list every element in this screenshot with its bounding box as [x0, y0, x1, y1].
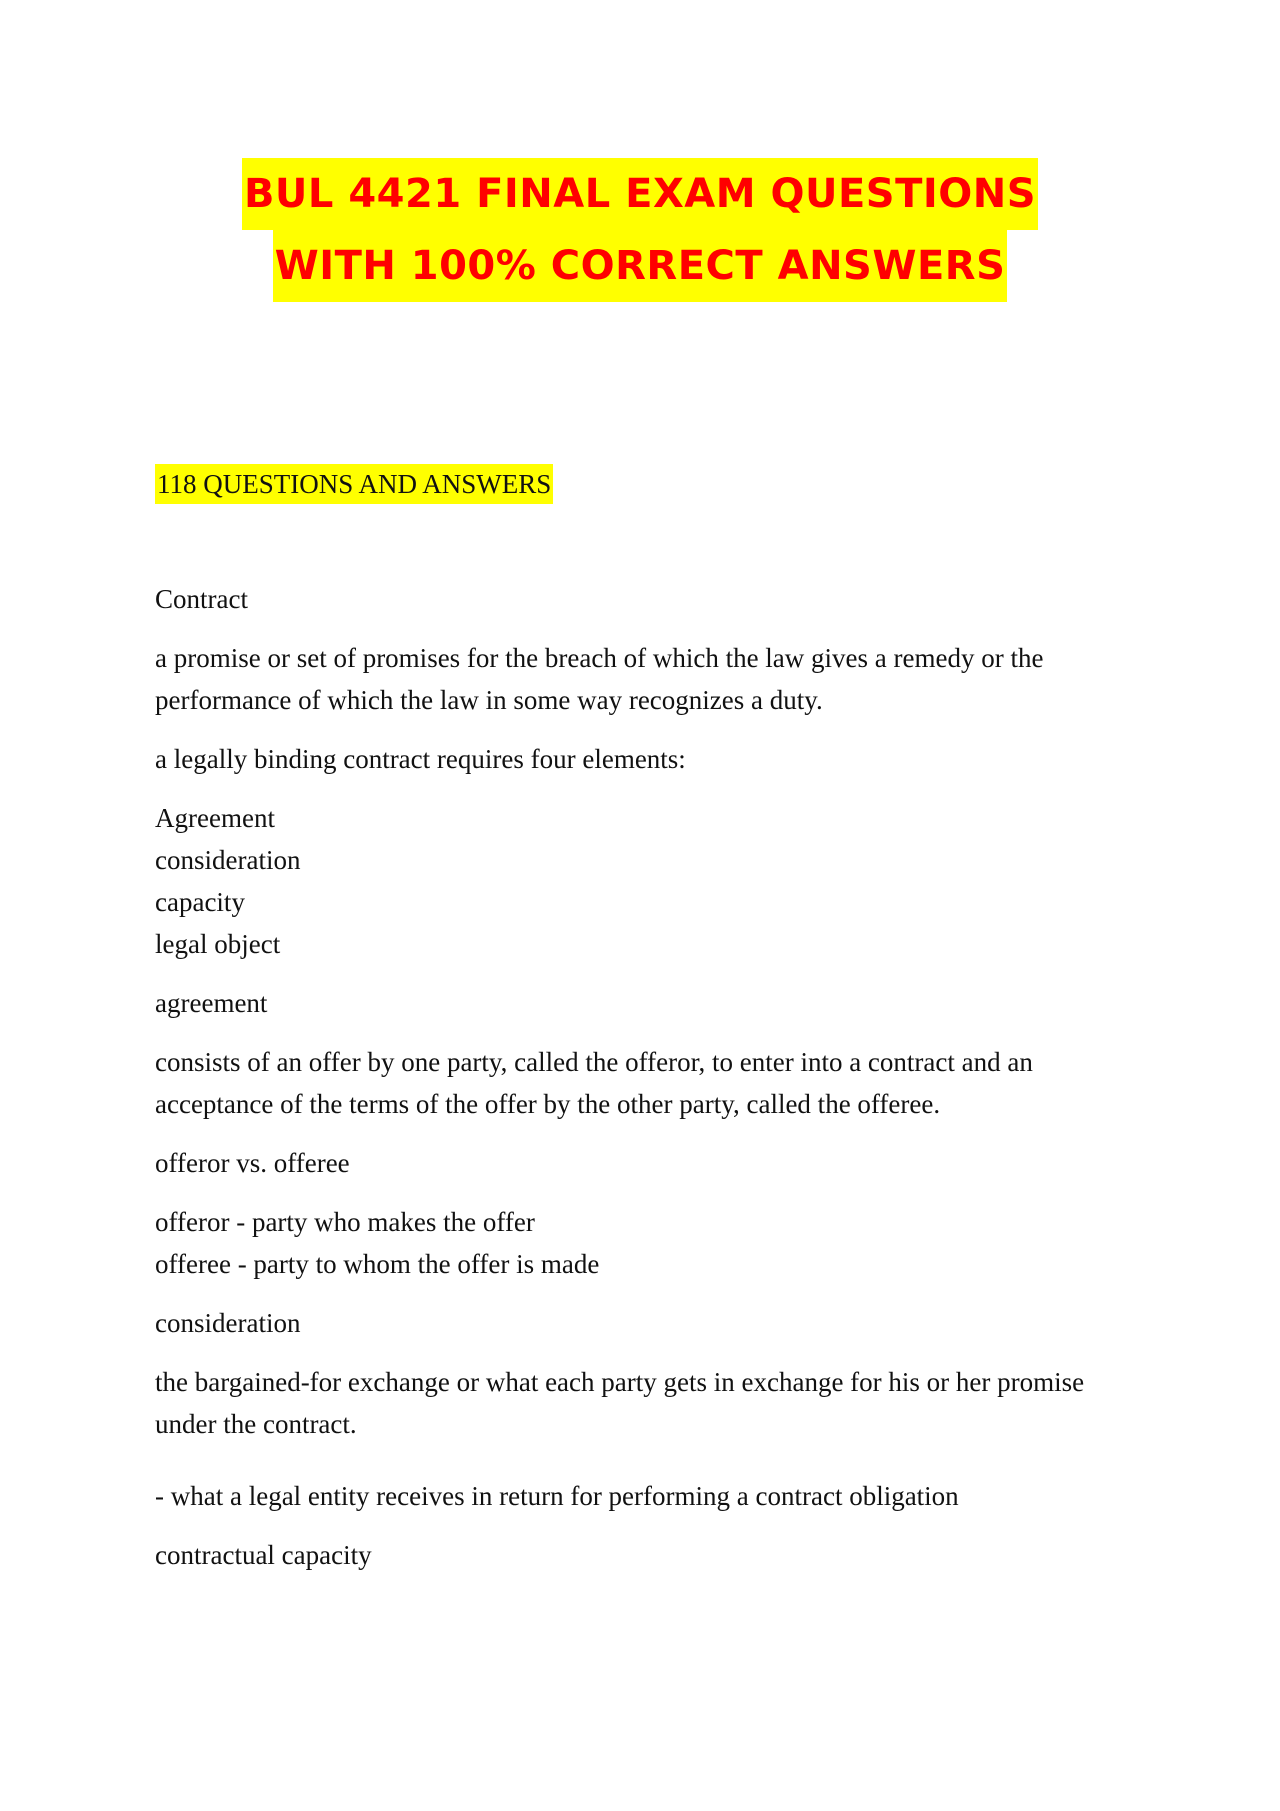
entry-four-elements [155, 738, 1135, 780]
entry-definition: a promise or set of promises for the breach of which the law gives a remedy or the performance of which the law in some way recognizes a duty. [155, 643, 1044, 715]
entry-contract [155, 578, 1135, 620]
list-item: offeror - party who makes the offer [155, 1207, 535, 1237]
entry-term: consideration [155, 1308, 301, 1338]
entry-consideration-definition-2 [155, 1475, 1135, 1517]
list-item: consideration [155, 845, 301, 875]
entry-term: Contract [155, 584, 248, 614]
entry-contractual-capacity [155, 1534, 1135, 1576]
document-body [155, 578, 1135, 1593]
entry-consideration-definition [155, 1361, 1135, 1445]
document-title [0, 158, 1280, 302]
entry-term: agreement [155, 988, 268, 1018]
entry-contract-definition [155, 637, 1135, 721]
entry-term: contractual capacity [155, 1540, 372, 1570]
entry-four-elements-list [155, 797, 1135, 965]
list-item: legal object [155, 929, 281, 959]
entry-offeror-offeree [155, 1142, 1135, 1184]
entry-term: a legally binding contract requires four elements: [155, 744, 686, 774]
question-count-label: 118 QUESTIONS AND ANSWERS [155, 464, 553, 504]
entry-offeror-offeree-definition [155, 1201, 1135, 1285]
entry-definition: - what a legal entity receives in return for performing a contract obligation [155, 1481, 959, 1511]
list-item: capacity [155, 887, 245, 917]
title-line-1: BUL 4421 FINAL EXAM QUESTIONS [242, 158, 1038, 230]
entry-agreement-definition [155, 1041, 1135, 1125]
title-line-2: WITH 100% CORRECT ANSWERS [273, 230, 1008, 302]
entry-definition: the bargained-for exchange or what each party gets in exchange for his or her promise under the contract. [155, 1367, 1085, 1439]
list-item: offeree - party to whom the offer is made [155, 1249, 600, 1279]
list-item: Agreement [155, 803, 275, 833]
entry-definition: consists of an offer by one party, called the offeror, to enter into a contract and an acceptance of the terms of the offer by the other party, called the offeree. [155, 1047, 1033, 1119]
entry-term: offeror vs. offeree [155, 1148, 350, 1178]
entry-agreement [155, 982, 1135, 1024]
entry-consideration [155, 1302, 1135, 1344]
